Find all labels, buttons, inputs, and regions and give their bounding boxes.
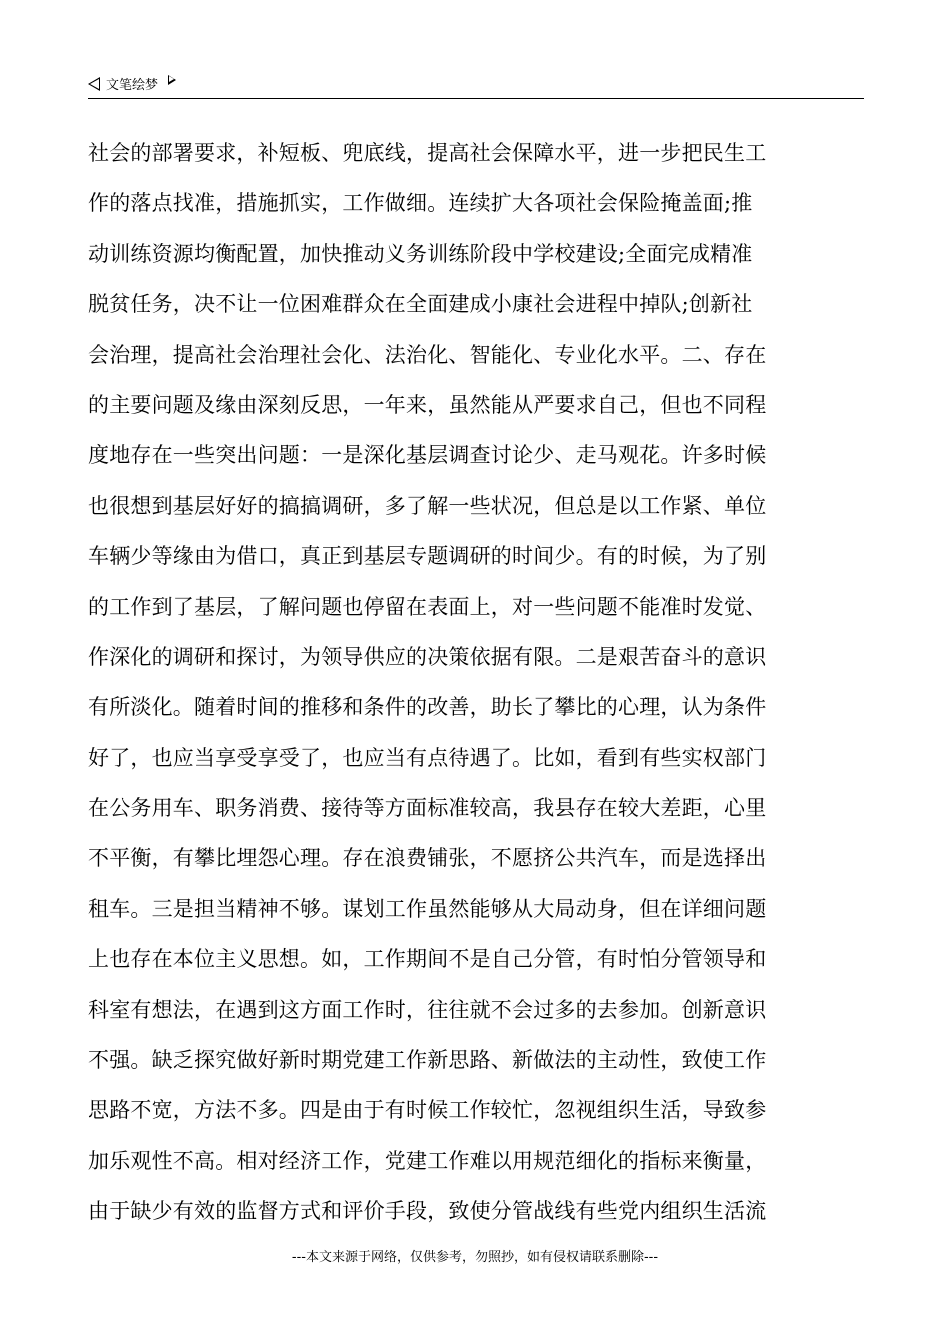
header-brand: 文笔绘梦 [106,78,159,93]
body-line: 社会的部署要求，补短板、兜底线，提高社会保障水平，进一步把民生工 [88,141,767,165]
left-triangle-icon [88,77,100,91]
right-triangle-icon [168,75,176,85]
document-body [88,128,868,1237]
body-line: 的工作到了基层，了解问题也停留在表面上，对一些问题不能准时发觉、 [88,594,767,619]
body-line: 上也存在本位主义思想。如，工作期间不是自己分管，有时怕分管领导和 [88,947,767,972]
body-line: 不平衡，有攀比埋怨心理。存在浪费铺张，不愿挤公共汽车，而是选择出 [88,846,767,871]
footer-disclaimer: ---本文来源于网络，仅供参考，勿照抄，如有侵权请联系删除--- [291,1250,659,1265]
body-line: 脱贫任务，决不让一位困难群众在全面建成小康社会进程中掉队;创新社 [88,292,753,317]
body-line: 不强。缺乏探究做好新时期党建工作新思路、新做法的主动性，致使工作 [88,1048,767,1073]
header-brand-group [88,74,176,93]
body-line: 思路不宽，方法不多。四是由于有时候工作较忙，忽视组织生活，导致参 [88,1098,767,1123]
body-line: 车辆少等缘由为借口，真正到基层专题调研的时间少。有的时候，为了别 [88,544,767,569]
body-line: 好了，也应当享受享受了，也应当有点待遇了。比如，看到有些实权部门 [88,745,767,770]
body-line: 会治理，提高社会治理社会化、法治化、智能化、专业化水平。二、存在 [88,342,767,367]
body-line: 度地存在一些突出问题：一是深化基层调查讨论少、走马观花。许多时候 [88,443,767,468]
body-line: 租车。三是担当精神不够。谋划工作虽然能够从大局动身，但在详细问题 [88,896,767,921]
body-line: 有所淡化。随着时间的推移和条件的改善，助长了攀比的心理，认为条件 [88,695,767,720]
body-line: 在公务用车、职务消费、接待等方面标准较高，我县存在较大差距，心里 [88,796,767,821]
body-line: 也很想到基层好好的搞搞调研，多了解一些状况，但总是以工作紧、单位 [88,493,767,518]
body-line: 的主要问题及缘由深刻反思，一年来，虽然能从严要求自己，但也不同程 [88,392,767,417]
page-header [88,70,864,99]
body-line: 动训练资源均衡配置，加快推动义务训练阶段中学校建设;全面完成精准 [88,241,753,266]
body-line: 由于缺少有效的监督方式和评价手段，致使分管战线有些党内组织生活流 [88,1199,767,1224]
body-line: 加乐观性不高。相对经济工作，党建工作难以用规范细化的指标来衡量， [88,1148,767,1173]
body-line: 作深化的调研和探讨，为领导供应的决策依据有限。二是艰苦奋斗的意识 [88,644,767,669]
body-line: 科室有想法，在遇到这方面工作时，往往就不会过多的去参加。创新意识 [88,997,767,1022]
body-line: 作的落点找准，措施抓实，工作做细。连续扩大各项社会保险掩盖面;推 [88,191,753,216]
